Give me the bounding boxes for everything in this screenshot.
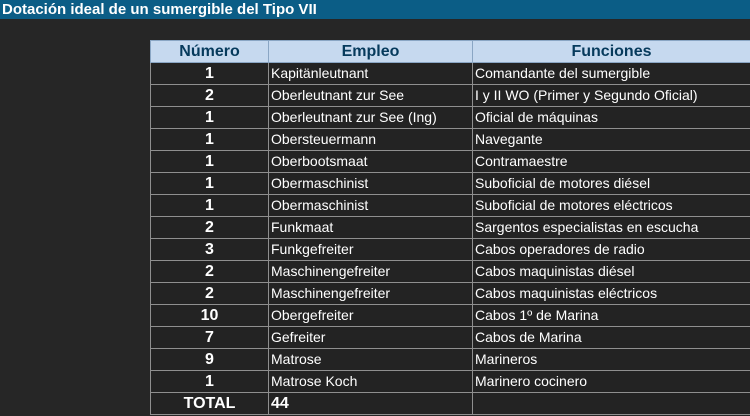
table-row [151,63,750,85]
page-title: Dotación ideal de un sumergible del Tipo VII [0,0,750,19]
table-row [151,151,750,173]
table-row [151,129,750,151]
table-row [151,305,750,327]
table-row [151,173,750,195]
cell-numero: 9 [151,349,269,371]
table-body [151,63,750,415]
cell-numero: 2 [151,217,269,239]
table-row [151,195,750,217]
cell-empleo: Maschinengefreiter [269,283,473,305]
cell-empleo: Obersteuermann [269,129,473,151]
cell-funciones: Suboficial de motores diésel [473,173,750,195]
cell-numero: 1 [151,107,269,129]
cell-empleo: Obergefreiter [269,305,473,327]
total-value: 44 [269,393,473,415]
crew-table [150,40,750,415]
table-row [151,107,750,129]
table-row [151,217,750,239]
table-row [151,85,750,107]
cell-empleo: Gefreiter [269,327,473,349]
cell-empleo: Kapitänleutnant [269,63,473,85]
cell-funciones: Cabos de Marina [473,327,750,349]
cell-numero: 2 [151,85,269,107]
cell-numero: 7 [151,327,269,349]
table-row [151,349,750,371]
cell-funciones: Sargentos especialistas en escucha [473,217,750,239]
cell-funciones: Suboficial de motores eléctricos [473,195,750,217]
cell-numero: 1 [151,63,269,85]
cell-funciones: Navegante [473,129,750,151]
cell-numero: 2 [151,283,269,305]
cell-empleo: Matrose [269,349,473,371]
cell-empleo: Obermaschinist [269,195,473,217]
column-header-numero: Número [151,41,269,63]
column-header-empleo: Empleo [269,41,473,63]
cell-empleo: Obermaschinist [269,173,473,195]
cell-numero: 1 [151,173,269,195]
cell-funciones: Cabos 1º de Marina [473,305,750,327]
cell-empleo: Matrose Koch [269,371,473,393]
table-row [151,327,750,349]
cell-numero: 3 [151,239,269,261]
table-row [151,371,750,393]
table-row [151,261,750,283]
cell-empleo: Oberbootsmaat [269,151,473,173]
cell-funciones: Contramaestre [473,151,750,173]
cell-empleo: Funkmaat [269,217,473,239]
cell-numero: 1 [151,371,269,393]
cell-numero: 1 [151,129,269,151]
cell-funciones: Comandante del sumergible [473,63,750,85]
table-row [151,239,750,261]
cell-empleo: Oberleutnant zur See [269,85,473,107]
column-header-funciones: Funciones [473,41,750,63]
cell-numero: 1 [151,195,269,217]
cell-funciones: Oficial de máquinas [473,107,750,129]
cell-funciones: Cabos maquinistas diésel [473,261,750,283]
total-funciones [473,393,750,415]
cell-numero: 10 [151,305,269,327]
table-row [151,283,750,305]
cell-funciones: Cabos operadores de radio [473,239,750,261]
cell-numero: 2 [151,261,269,283]
cell-numero: 1 [151,151,269,173]
table-header-row [151,41,750,63]
cell-empleo: Oberleutnant zur See (Ing) [269,107,473,129]
total-label: TOTAL [151,393,269,415]
cell-funciones: Marineros [473,349,750,371]
cell-empleo: Maschinengefreiter [269,261,473,283]
table-total-row [151,393,750,415]
cell-funciones: Marinero cocinero [473,371,750,393]
cell-funciones: Cabos maquinistas eléctricos [473,283,750,305]
cell-funciones: I y II WO (Primer y Segundo Oficial) [473,85,750,107]
cell-empleo: Funkgefreiter [269,239,473,261]
